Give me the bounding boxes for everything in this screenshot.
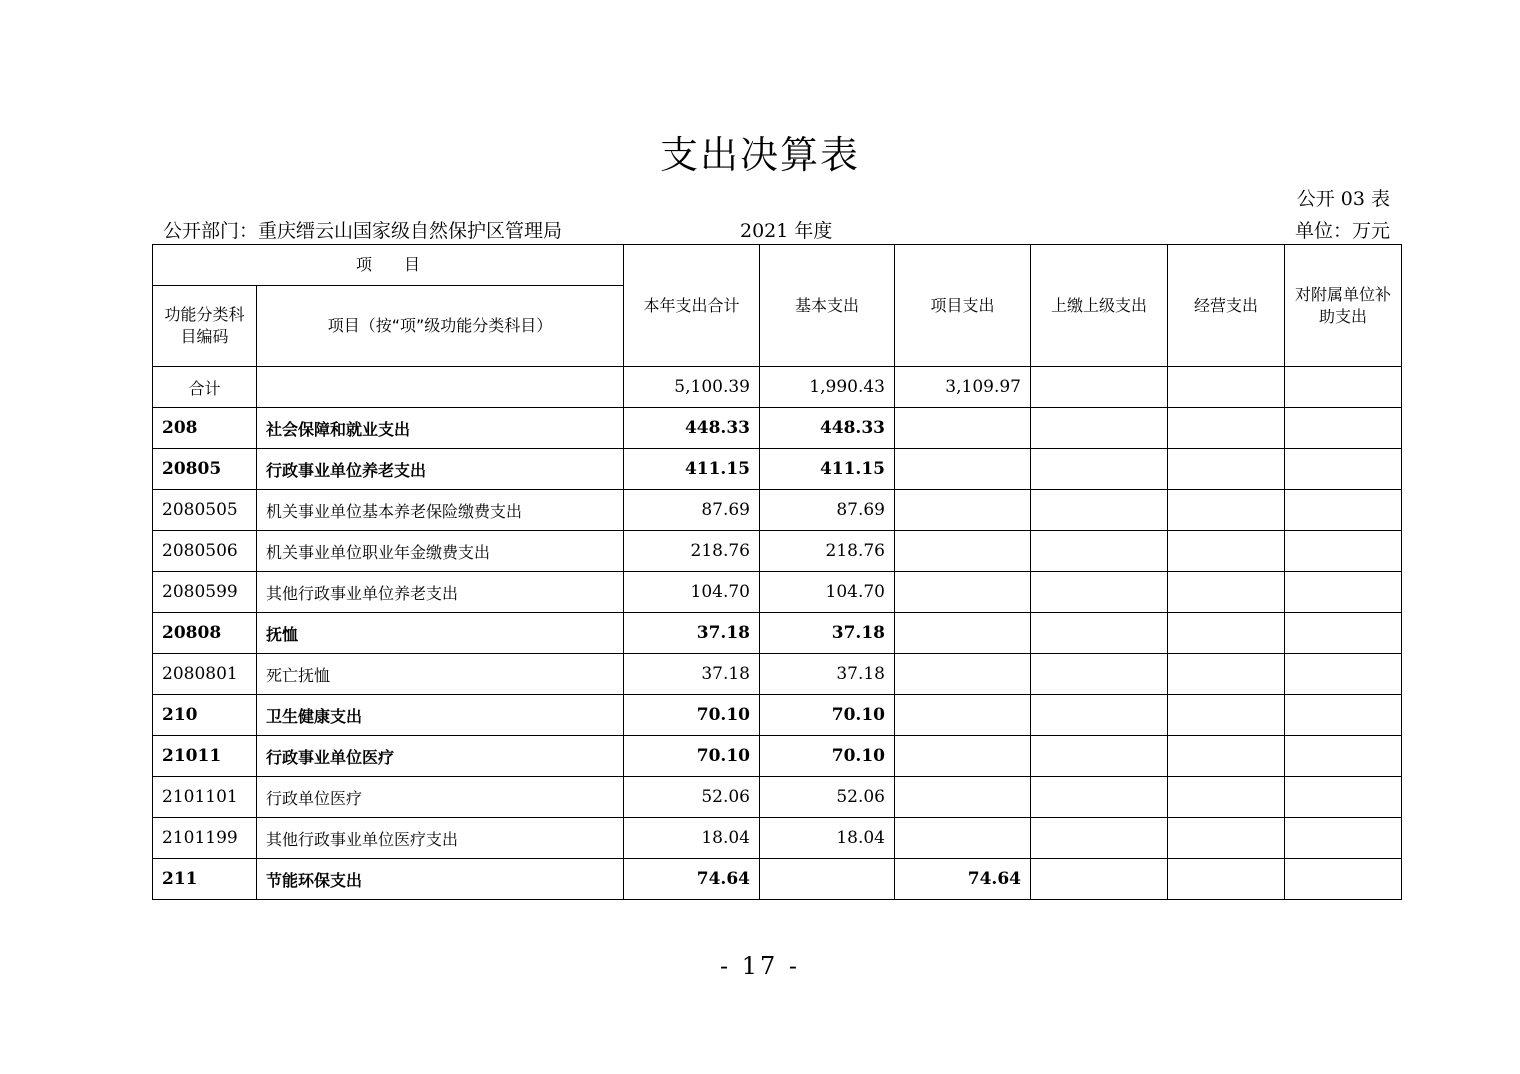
- cell-subsidy: [1285, 572, 1402, 613]
- table-row: [153, 367, 1402, 408]
- cell-total: 74.64: [624, 859, 760, 900]
- cell-upper: [1031, 859, 1168, 900]
- cell-total: 5,100.39: [624, 367, 760, 408]
- cell-subsidy: [1285, 408, 1402, 449]
- cell-project: [895, 777, 1031, 818]
- cell-subsidy: [1285, 490, 1402, 531]
- cell-business: [1168, 736, 1285, 777]
- cell-code: 21011: [153, 736, 257, 777]
- cell-name: 机关事业单位基本养老保险缴费支出: [257, 490, 624, 531]
- cell-subsidy: [1285, 613, 1402, 654]
- cell-total: 104.70: [624, 572, 760, 613]
- cell-name: 行政单位医疗: [257, 777, 624, 818]
- cell-name: 抚恤: [257, 613, 624, 654]
- cell-total: 18.04: [624, 818, 760, 859]
- cell-basic: 1,990.43: [760, 367, 895, 408]
- cell-basic: 37.18: [760, 613, 895, 654]
- cell-basic: 37.18: [760, 654, 895, 695]
- form-number: 公开 03 表: [1296, 188, 1390, 210]
- cell-code: 2080506: [153, 531, 257, 572]
- cell-project: [895, 490, 1031, 531]
- cell-upper: [1031, 695, 1168, 736]
- cell-code: 2101101: [153, 777, 257, 818]
- cell-name: 行政事业单位养老支出: [257, 449, 624, 490]
- cell-name: 社会保障和就业支出: [257, 408, 624, 449]
- cell-code: 210: [153, 695, 257, 736]
- cell-code: 2080801: [153, 654, 257, 695]
- cell-total: 218.76: [624, 531, 760, 572]
- cell-name: [257, 367, 624, 408]
- cell-total: 52.06: [624, 777, 760, 818]
- cell-total: 87.69: [624, 490, 760, 531]
- header-total: 本年支出合计: [624, 245, 760, 367]
- page-number: - 17 -: [719, 952, 800, 980]
- table-row: [153, 572, 1402, 613]
- page-title: 支出决算表: [659, 133, 860, 177]
- table-row: [153, 859, 1402, 900]
- cell-project: [895, 572, 1031, 613]
- cell-upper: [1031, 531, 1168, 572]
- cell-project: 74.64: [895, 859, 1031, 900]
- table-row: [153, 654, 1402, 695]
- cell-project: [895, 531, 1031, 572]
- header-name: 项目（按“项”级功能分类科目）: [257, 286, 624, 367]
- cell-subsidy: [1285, 531, 1402, 572]
- cell-total: 37.18: [624, 654, 760, 695]
- table-row: [153, 613, 1402, 654]
- table-row: [153, 818, 1402, 859]
- cell-code: 20808: [153, 613, 257, 654]
- cell-business: [1168, 695, 1285, 736]
- cell-basic: [760, 859, 895, 900]
- cell-upper: [1031, 572, 1168, 613]
- cell-code: 211: [153, 859, 257, 900]
- table-row: [153, 449, 1402, 490]
- cell-subsidy: [1285, 695, 1402, 736]
- cell-basic: 104.70: [760, 572, 895, 613]
- expenditure-table: [152, 244, 1402, 900]
- cell-upper: [1031, 449, 1168, 490]
- cell-subsidy: [1285, 818, 1402, 859]
- cell-project: [895, 818, 1031, 859]
- cell-subsidy: [1285, 777, 1402, 818]
- cell-upper: [1031, 367, 1168, 408]
- table-row: [153, 736, 1402, 777]
- cell-business: [1168, 654, 1285, 695]
- header-upper: 上缴上级支出: [1031, 245, 1168, 367]
- cell-basic: 448.33: [760, 408, 895, 449]
- cell-business: [1168, 490, 1285, 531]
- cell-upper: [1031, 777, 1168, 818]
- cell-total: 411.15: [624, 449, 760, 490]
- cell-upper: [1031, 408, 1168, 449]
- cell-subsidy: [1285, 736, 1402, 777]
- cell-project: [895, 736, 1031, 777]
- cell-business: [1168, 367, 1285, 408]
- cell-basic: 218.76: [760, 531, 895, 572]
- cell-basic: 70.10: [760, 736, 895, 777]
- cell-project: [895, 613, 1031, 654]
- cell-upper: [1031, 818, 1168, 859]
- cell-subsidy: [1285, 654, 1402, 695]
- cell-basic: 18.04: [760, 818, 895, 859]
- cell-subsidy: [1285, 859, 1402, 900]
- cell-basic: 52.06: [760, 777, 895, 818]
- header-project: 项目支出: [895, 245, 1031, 367]
- cell-basic: 87.69: [760, 490, 895, 531]
- cell-subsidy: [1285, 449, 1402, 490]
- cell-business: [1168, 572, 1285, 613]
- cell-business: [1168, 859, 1285, 900]
- cell-business: [1168, 818, 1285, 859]
- unit-label: 单位：万元: [1294, 220, 1390, 242]
- header-subsidy: 对附属单位补助支出: [1285, 245, 1402, 367]
- cell-name: 机关事业单位职业年金缴费支出: [257, 531, 624, 572]
- cell-project: 3,109.97: [895, 367, 1031, 408]
- cell-total: 70.10: [624, 736, 760, 777]
- cell-upper: [1031, 654, 1168, 695]
- cell-basic: 411.15: [760, 449, 895, 490]
- cell-name: 其他行政事业单位养老支出: [257, 572, 624, 613]
- cell-project: [895, 408, 1031, 449]
- cell-code: 2101199: [153, 818, 257, 859]
- header-business: 经营支出: [1168, 245, 1285, 367]
- cell-code: 20805: [153, 449, 257, 490]
- table-row: [153, 695, 1402, 736]
- cell-upper: [1031, 613, 1168, 654]
- department-label: 公开部门：重庆缙云山国家级自然保护区管理局: [163, 220, 563, 242]
- header-item-group: 项 目: [153, 245, 624, 286]
- cell-upper: [1031, 736, 1168, 777]
- header-basic: 基本支出: [760, 245, 895, 367]
- cell-name: 卫生健康支出: [257, 695, 624, 736]
- cell-total: 70.10: [624, 695, 760, 736]
- cell-code: 2080505: [153, 490, 257, 531]
- table-row: [153, 777, 1402, 818]
- cell-code: 2080599: [153, 572, 257, 613]
- table-row: [153, 531, 1402, 572]
- cell-name: 行政事业单位医疗: [257, 736, 624, 777]
- cell-business: [1168, 613, 1285, 654]
- cell-business: [1168, 408, 1285, 449]
- cell-code: 208: [153, 408, 257, 449]
- header-code: 功能分类科目编码: [153, 286, 257, 367]
- cell-name: 死亡抚恤: [257, 654, 624, 695]
- cell-name: 节能环保支出: [257, 859, 624, 900]
- cell-total: 448.33: [624, 408, 760, 449]
- cell-basic: 70.10: [760, 695, 895, 736]
- fiscal-year: 2021 年度: [740, 220, 833, 242]
- cell-project: [895, 449, 1031, 490]
- cell-upper: [1031, 490, 1168, 531]
- cell-name: 其他行政事业单位医疗支出: [257, 818, 624, 859]
- table-row: [153, 490, 1402, 531]
- table-row: [153, 408, 1402, 449]
- cell-business: [1168, 777, 1285, 818]
- cell-subsidy: [1285, 367, 1402, 408]
- cell-project: [895, 654, 1031, 695]
- cell-code: 合计: [153, 367, 257, 408]
- cell-business: [1168, 531, 1285, 572]
- cell-total: 37.18: [624, 613, 760, 654]
- cell-project: [895, 695, 1031, 736]
- cell-business: [1168, 449, 1285, 490]
- table-body: [153, 367, 1402, 900]
